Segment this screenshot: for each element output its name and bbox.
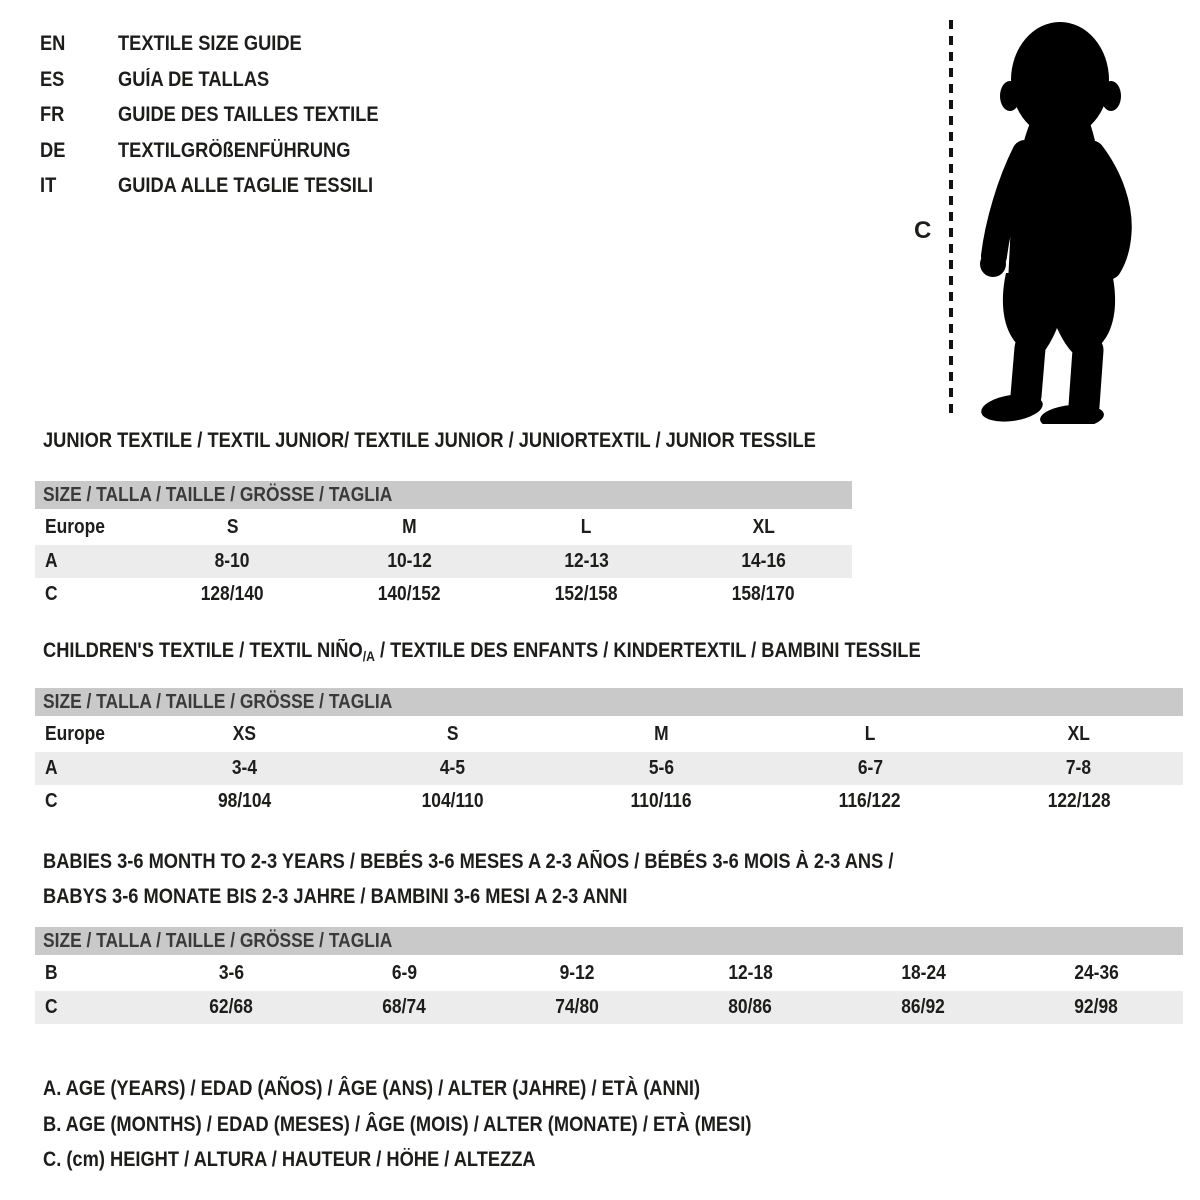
size-cell: 18-24 xyxy=(901,961,946,984)
column-header-cell: S xyxy=(447,722,459,745)
language-title: GUÍA DE TALLAS xyxy=(118,67,270,91)
size-cell: 86/92 xyxy=(837,991,1010,1024)
children-size-table xyxy=(35,688,1183,818)
legend-line-height-cm: C. (cm) HEIGHT / ALTURA / HAUTEUR / HÖHE / ALTEZZA xyxy=(43,1148,536,1171)
size-header-text: SIZE / TALLA / TAILLE / GRÖSSE / TAGLIA xyxy=(43,483,393,506)
legend-line-age-months: B. AGE (MONTHS) / EDAD (MESES) / ÂGE (MOIS) / ALTER (MONATE) / ETÀ (MESI) xyxy=(43,1112,752,1136)
column-header-cell: S xyxy=(226,515,239,538)
section-title-text: / TEXTILE DES ENFANTS / KINDERTEXTIL / BAMBINI TESSILE xyxy=(374,639,921,662)
size-cell: 62/68 xyxy=(145,991,318,1024)
column-header-cell: L xyxy=(864,722,876,745)
row-label-cell: C xyxy=(45,583,58,605)
language-code: EN xyxy=(40,32,66,55)
language-title-row xyxy=(40,26,417,62)
language-code: FR xyxy=(40,103,65,126)
size-cell: 122/128 xyxy=(1047,790,1111,812)
row-label-cell: A xyxy=(35,752,140,785)
size-cell: 24-36 xyxy=(1074,961,1119,984)
language-code: ES xyxy=(40,67,65,91)
size-cell: 152/158 xyxy=(555,583,618,605)
table-row xyxy=(35,509,852,545)
size-cell: 74/80 xyxy=(491,991,664,1024)
junior-size-table xyxy=(35,481,852,611)
nino-a-subscript: /A xyxy=(362,648,375,664)
height-measure-label: C xyxy=(914,217,932,244)
junior-section-title: JUNIOR TEXTILE / TEXTIL JUNIOR/ TEXTILE JUNIOR / JUNIORTEXTIL / JUNIOR TESSILE xyxy=(43,429,816,452)
size-cell: 68/74 xyxy=(318,991,491,1024)
row-label-cell: A xyxy=(35,545,144,578)
babies-size-table xyxy=(35,927,1183,1024)
size-cell: 158/170 xyxy=(732,583,795,605)
size-cell: 3-6 xyxy=(218,961,245,984)
section-title-text: CHILDREN'S TEXTILE / TEXTIL NIÑO xyxy=(43,639,363,662)
column-header-cell: M xyxy=(654,722,669,745)
size-cell: 116/122 xyxy=(839,790,902,812)
size-cell: 140/152 xyxy=(378,583,441,605)
size-header-text: SIZE / TALLA / TAILLE / GRÖSSE / TAGLIA xyxy=(43,929,393,952)
column-header-cell: XL xyxy=(1067,722,1090,745)
size-cell: 6-7 xyxy=(766,752,975,785)
language-code: DE xyxy=(40,138,66,162)
size-cell: 14-16 xyxy=(675,545,852,578)
row-label-cell: C xyxy=(45,790,58,812)
language-title-row xyxy=(40,168,417,204)
size-cell: 7-8 xyxy=(974,752,1183,785)
column-header-cell: XL xyxy=(752,515,775,538)
size-cell: 4-5 xyxy=(349,752,558,785)
toddler-silhouette xyxy=(979,22,1121,424)
language-title: GUIDE DES TAILLES TEXTILE xyxy=(118,103,379,126)
size-cell: 12-13 xyxy=(498,545,675,578)
size-cell: 12-18 xyxy=(728,961,773,984)
legend-line-age-years: A. AGE (YEARS) / EDAD (AÑOS) / ÂGE (ANS) / ALTER (JAHRE) / ETÀ (ANNI) xyxy=(43,1077,701,1100)
language-title-row xyxy=(40,62,417,98)
babies-section-title xyxy=(43,844,1021,914)
language-title: GUIDA ALLE TAGLIE TESSILI xyxy=(118,174,374,197)
column-header-cell: XS xyxy=(232,722,256,745)
language-title-row xyxy=(40,133,417,169)
table-row xyxy=(35,991,1183,1024)
size-cell: 104/110 xyxy=(421,790,484,812)
size-header-bar xyxy=(35,927,1183,955)
table-row xyxy=(35,955,1183,991)
column-header-cell: M xyxy=(402,515,417,538)
size-cell: 110/116 xyxy=(630,790,692,812)
size-cell: 9-12 xyxy=(560,961,595,984)
table-row xyxy=(35,688,1183,716)
size-header-bar xyxy=(35,688,1183,716)
legend xyxy=(43,1071,857,1178)
size-cell: 6-9 xyxy=(391,961,418,984)
size-cell: 3-4 xyxy=(140,752,349,785)
table-row xyxy=(35,927,1183,955)
size-cell: 128/140 xyxy=(201,583,264,605)
table-row xyxy=(35,545,852,578)
language-code: IT xyxy=(40,174,57,197)
region-label-cell: Europe xyxy=(45,722,105,745)
section-title-text: BABYS 3-6 MONATE BIS 2-3 JAHRE / BAMBINI 3-6 MESI A 2-3 ANNI xyxy=(43,885,628,908)
language-title-list xyxy=(40,26,417,204)
size-header-text: SIZE / TALLA / TAILLE / GRÖSSE / TAGLIA xyxy=(43,690,393,713)
column-header-cell: L xyxy=(581,515,592,538)
size-cell: 80/86 xyxy=(664,991,837,1024)
language-title-row xyxy=(40,97,417,133)
row-label-cell: C xyxy=(35,991,145,1024)
size-header-bar xyxy=(35,481,852,509)
toddler-silhouette-figure xyxy=(890,12,1160,424)
size-cell: 10-12 xyxy=(321,545,498,578)
size-cell: 92/98 xyxy=(1010,991,1183,1024)
table-row xyxy=(35,785,1183,818)
language-title: TEXTILE SIZE GUIDE xyxy=(118,32,302,55)
row-label-cell: B xyxy=(45,961,58,984)
table-row xyxy=(35,578,852,611)
table-row xyxy=(35,481,852,509)
region-label-cell: Europe xyxy=(45,515,105,538)
section-title-text: BABIES 3-6 MONTH TO 2-3 YEARS / BEBÉS 3-6 MESES A 2-3 AÑOS / BÉBÉS 3-6 MOIS À 2-3 ANS / xyxy=(43,850,894,873)
size-cell: 5-6 xyxy=(557,752,766,785)
table-row xyxy=(35,752,1183,785)
children-section-title xyxy=(43,639,1052,668)
size-cell: 98/104 xyxy=(217,790,271,812)
language-title: TEXTILGRÖßENFÜHRUNG xyxy=(118,138,351,162)
size-cell: 8-10 xyxy=(144,545,321,578)
table-row xyxy=(35,716,1183,752)
